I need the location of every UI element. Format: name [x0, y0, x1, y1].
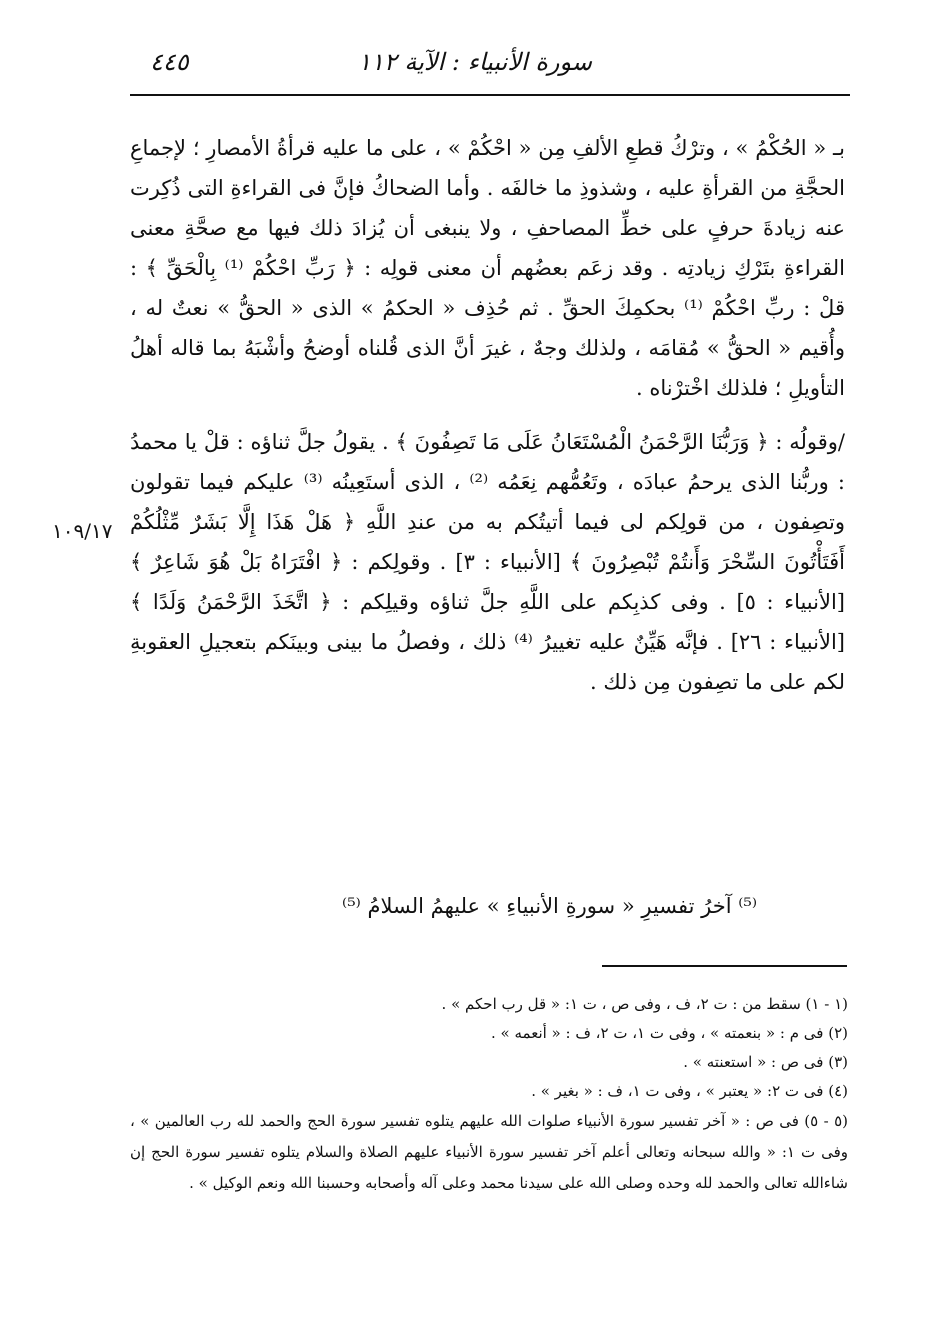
header-rule — [130, 94, 850, 96]
footnote-5: (٥ - ٥) فى ص : « آخر تفسير سورة الأنبياء صلوات الله عليهم يتلوه تفسير سورة الحج والحمد لله رب العالمين » ، وفى ت ١: « والله سبحانه وتعالى أعلم آخر تفسير سورة الأنبياء عليهم الصلاة والسلام يتلوه تفسير سورة الحج إن شاءالله تعالى والحمد لله وحده وصلى الله على سيدنا محمد وعلى آله وأصحابه وحسبنا الله ونعم الوكيل » . — [130, 1112, 848, 1192]
footnote-4: (٤) فى ت ٢: « يعتبر » ، وفى ت ١، ف : « بغير » . — [531, 1082, 848, 1100]
footnote-3: (٣) فى ص : « استعنته » . — [683, 1053, 848, 1071]
footnote-2: (٢) فى م : « بنعمته » ، وفى ت ١، ت ٢، ف : « أنعمه » . — [491, 1024, 848, 1042]
footnote-rule — [602, 965, 847, 967]
verse-reference: ١٠٩/١٧ — [52, 519, 113, 543]
page-number: ٤٤٥ — [150, 48, 189, 76]
paragraph-tafsir-2: /وقولُه : ﴿ وَرَبُّنَا الرَّحْمَنُ الْمُسْتَعَانُ عَلَى مَا تَصِفُونَ ﴾ . يقولُ جلَّ ثناؤه : قلْ يا محمدُ : وربُّنا الذى يرحمُ عبادَه ، وتَعُمُّهم نِعَمُه ⁽²⁾ ، الذى أستَعِينُه ⁽³⁾ عليكم فيما تقولون وتصِفون ، من قولِكم لى فيما أتيتُكم به من عندِ اللَّهِ ﴿ هَلْ هَذَا إِلَّا بَشَرٌ مِّثْلُكُمْ أَفَتَأْتُونَ السِّحْرَ وَأَنتُمْ تُبْصِرُونَ ﴾ [الأنبياء : ٣] . وقولِكم : ﴿ افْتَرَاهُ بَلْ هُوَ شَاعِرٌ ﴾ [الأنبياء : ٥] . وفى كذبِكم على اللَّهِ جلَّ ثناؤه وقيلِكم : ﴿ اتَّخَذَ الرَّحْمَنُ وَلَدًا ﴾ [الأنبياء : ٢٦] . فإنَّه هَيِّنٌ عليه تغييرُ ⁽⁴⁾ ذلك ، وفصلُ ما بينى وبينَكم بتعجيلِ العقوبةِ لكم على ما تصِفون مِن ذلك . — [130, 430, 846, 694]
footnotes — [130, 990, 848, 1199]
running-title: سورة الأنبياء : الآية ١١٢ — [358, 48, 592, 76]
surah-end-note: ⁽⁵⁾ آخرُ تفسيرِ « سورةِ الأنبياءِ » عليهمُ السلامُ ⁽⁵⁾ — [342, 894, 757, 918]
main-text — [130, 128, 845, 702]
footnote-1: (١ - ١) سقط من : ت ٢، ف ، وفى ص ، ت ١: « قل رب احكم » . — [441, 995, 848, 1013]
page-header — [130, 48, 842, 88]
paragraph-tafsir-1: بـ « الحُكْمُ » ، وترْكُ قطعِ الألفِ مِن « احْكُمْ » ، على ما عليه قرأةُ الأمصارِ ؛ لإجماعِ الحجَّةِ من القرأةِ عليه ، وشذوذِ ما خالفَه . وأما الضحاكُ فإنَّ فى القراءةِ التى ذُكِرت عنه زيادةَ حرفٍ على خطِّ المصاحفِ ، ولا ينبغى أن يُزادَ ذلك فيها مع صحَّةِ معنى القراءةِ بتَرْكِ زيادتِه . وقد زعَم بعضُهم أن معنى قولِه : ﴿ رَبِّ احْكُمْ ⁽¹⁾ بِالْحَقِّ ﴾ : قلْ : ربِّ احْكُمْ ⁽¹⁾ بحكمِكَ الحقِّ . ثم حُذِف « الحكمُ » الذى « الحقُّ » نعتٌ له ، وأُقيم « الحقُّ » مُقامَه ، ولذلك وجهٌ ، غيرَ أنَّ الذى قُلناه أوضحُ وأشْبَهُ بما قاله أهلُ التأويلِ ؛ فلذلك اخْترْناه . — [130, 136, 845, 400]
